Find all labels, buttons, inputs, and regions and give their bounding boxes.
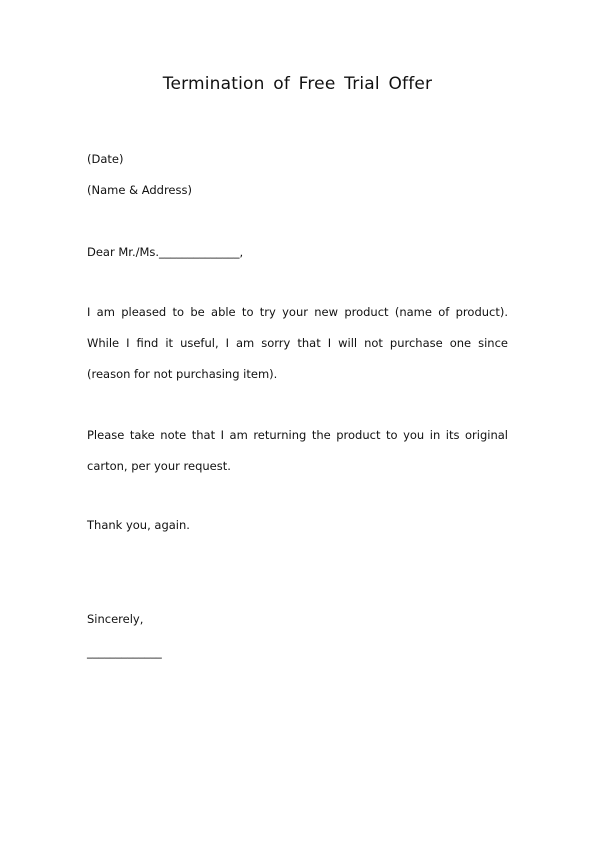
closing: Sincerely, bbox=[87, 612, 144, 626]
date-placeholder: (Date) bbox=[87, 152, 124, 166]
signature-line: _____________ bbox=[87, 645, 162, 659]
body-paragraph-1: I am pleased to be able to try your new product (name of product). While I find it useful, I am sorry that I will not purchase one since (reason for not purchasing item). bbox=[87, 305, 508, 381]
letter-title: Termination of Free Trial Offer bbox=[162, 74, 433, 94]
body-paragraph-2: Please take note that I am returning the product to you in its original carton, per your request. bbox=[87, 428, 508, 473]
thank-you-line: Thank you, again. bbox=[87, 518, 190, 532]
salutation: Dear Mr./Ms.______________, bbox=[87, 245, 244, 259]
name-address-placeholder: (Name & Address) bbox=[87, 183, 192, 197]
